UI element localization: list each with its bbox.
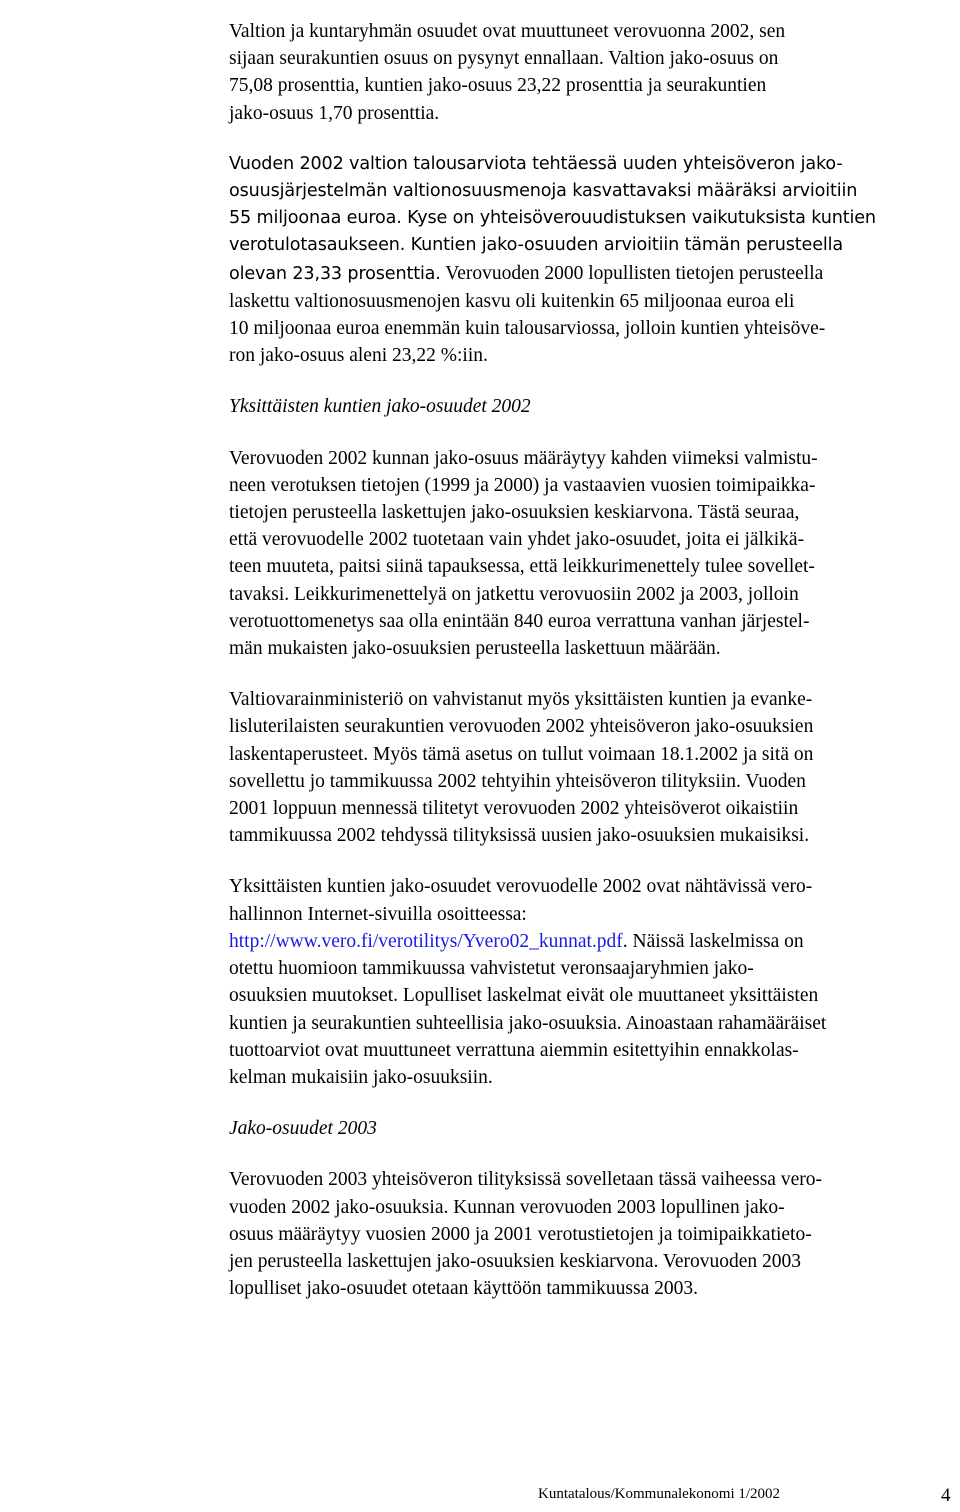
text-line-mixed — [229, 260, 959, 288]
text-line: kelman mukaisiin jako-osuuksiin. — [229, 1066, 493, 1088]
paragraph-shares — [229, 18, 959, 127]
paragraph-budget — [229, 151, 959, 370]
text-line: tuottoarviot ovat muuttuneet verrattuna aiemmin esitettyihin ennakkolas- — [229, 1039, 799, 1061]
page-number: 4 — [941, 1485, 951, 1506]
text-segment: . Näissä laskelmissa on — [622, 930, 804, 952]
paragraph-2003 — [229, 1166, 959, 1302]
paragraph-internet — [229, 873, 959, 1091]
text-line: laskettu valtionosuusmenojen kasvu oli kuitenkin 65 miljoonaa euroa eli — [229, 290, 795, 312]
text-line: lopulliset jako-osuudet otetaan käyttöön tammikuussa 2003. — [229, 1278, 699, 1300]
vero-link[interactable]: http://www.vero.fi/verotilitys/Yvero02_kunnat.pdf — [229, 930, 623, 952]
text-line: 75,08 prosenttia, kuntien jako-osuus 23,22 prosenttia ja seurakuntien — [229, 75, 767, 97]
section-heading: Jako-osuudet 2003 — [229, 1118, 377, 1140]
text-line: Valtiovarainministeriö on vahvistanut myös yksittäisten kuntien ja evanke- — [229, 689, 813, 711]
text-line: Verovuoden 2003 yhteisöveron tilityksissä sovelletaan tässä vaiheessa vero- — [229, 1169, 822, 1191]
text-line: 10 miljoonaa euroa enemmän kuin talousarviossa, jolloin kuntien yhteisöve- — [229, 318, 826, 340]
text-line: män mukaisten jako-osuuksien perusteella laskettuun määrään. — [229, 638, 721, 660]
section-heading: Yksittäisten kuntien jako-osuudet 2002 — [229, 396, 531, 418]
text-line: vuoden 2002 jako-osuuksia. Kunnan verovuoden 2003 lopullinen jako- — [229, 1196, 785, 1218]
text-line: Verovuoden 2002 kunnan jako-osuus määräytyy kahden viimeksi valmistu- — [229, 447, 818, 469]
text-line: neen verotuksen tietojen (1999 ja 2000) ja vastaavien vuosien toimipaikka- — [229, 474, 816, 496]
text-line: osuuksien muutokset. Lopulliset laskelmat eivät ole muuttaneet yksittäisten — [229, 985, 819, 1007]
text-line: osuus määräytyy vuosien 2000 ja 2001 verotustietojen ja toimipaikkatieto- — [229, 1223, 812, 1245]
text-segment: Verovuoden 2000 lopullisten tietojen perusteella — [440, 262, 824, 284]
text-line-with-link — [229, 928, 959, 955]
text-line: verotuottomenetys saa olla enintään 840 euroa verrattuna vanhan järjestel- — [229, 610, 810, 632]
text-line: 55 miljoonaa euroa. Kyse on yhteisöverouudistuksen vaikutuksista kuntien — [229, 208, 876, 229]
text-line: tavaksi. Leikkurimenettelyä on jatkettu verovuosiin 2002 ja 2003, jolloin — [229, 583, 799, 605]
paragraph-municipal-shares — [229, 445, 959, 663]
document-body — [229, 18, 959, 1326]
text-line: Valtion ja kuntaryhmän osuudet ovat muuttuneet verovuonna 2002, sen — [229, 21, 786, 42]
text-line: jako-osuus 1,70 prosenttia. — [229, 102, 440, 124]
paragraph-ministry — [229, 686, 959, 849]
text-line: 2001 loppuun mennessä tilitetyt verovuoden 2002 yhteisöverot oikaistiin — [229, 798, 799, 820]
text-segment: olevan 23,33 prosenttia. — [229, 263, 441, 284]
text-line: Vuoden 2002 valtion talousarviota tehtäessä uuden yhteisöveron jako- — [229, 153, 843, 174]
text-line: että verovuodelle 2002 tuotetaan vain yhdet jako-osuudet, joita ei jälkikä- — [229, 529, 805, 551]
text-line: sovellettu jo tammikuussa 2002 tehtyihin yhteisöveron tilityksiin. Vuoden — [229, 770, 806, 792]
text-line: verotulotasaukseen. Kuntien jako-osuuden arvioitiin tämän perusteella — [229, 235, 843, 256]
footer-publication: Kuntatalous/Kommunalekonomi 1/2002 — [538, 1486, 781, 1502]
text-line: osuusjärjestelmän valtionosuusmenoja kasvattavaksi määräksi arvioitiin — [229, 181, 858, 202]
text-line: hallinnon Internet-sivuilla osoitteessa: — [229, 903, 527, 925]
text-line: kuntien ja seurakuntien suhteellisia jako-osuuksia. Ainoastaan rahamääräiset — [229, 1012, 827, 1034]
text-line: Yksittäisten kuntien jako-osuudet verovuodelle 2002 ovat nähtävissä vero- — [229, 876, 813, 898]
text-line: lisluterilaisten seurakuntien verovuoden 2002 yhteisöveron jako-osuuksien — [229, 716, 814, 738]
text-line: sijaan seurakuntien osuus on pysynyt ennallaan. Valtion jako-osuus on — [229, 48, 779, 70]
text-line: otettu huomioon tammikuussa vahvistetut veronsaajaryhmien jako- — [229, 958, 754, 980]
text-line: laskentaperusteet. Myös tämä asetus on tullut voimaan 18.1.2002 ja sitä on — [229, 743, 814, 765]
text-line: ron jako-osuus aleni 23,22 %:iin. — [229, 345, 488, 367]
text-line: jen perusteella laskettujen jako-osuuksien keskiarvona. Verovuoden 2003 — [229, 1250, 802, 1272]
text-line: teen muuteta, paitsi siinä tapauksessa, että leikkurimenettely tulee sovellet- — [229, 556, 815, 578]
text-line: tietojen perusteella laskettujen jako-osuuksien keskiarvona. Tästä seuraa, — [229, 502, 800, 524]
text-line: tammikuussa 2002 tehdyssä tilityksissä uusien jako-osuuksien mukaisiksi. — [229, 825, 810, 847]
